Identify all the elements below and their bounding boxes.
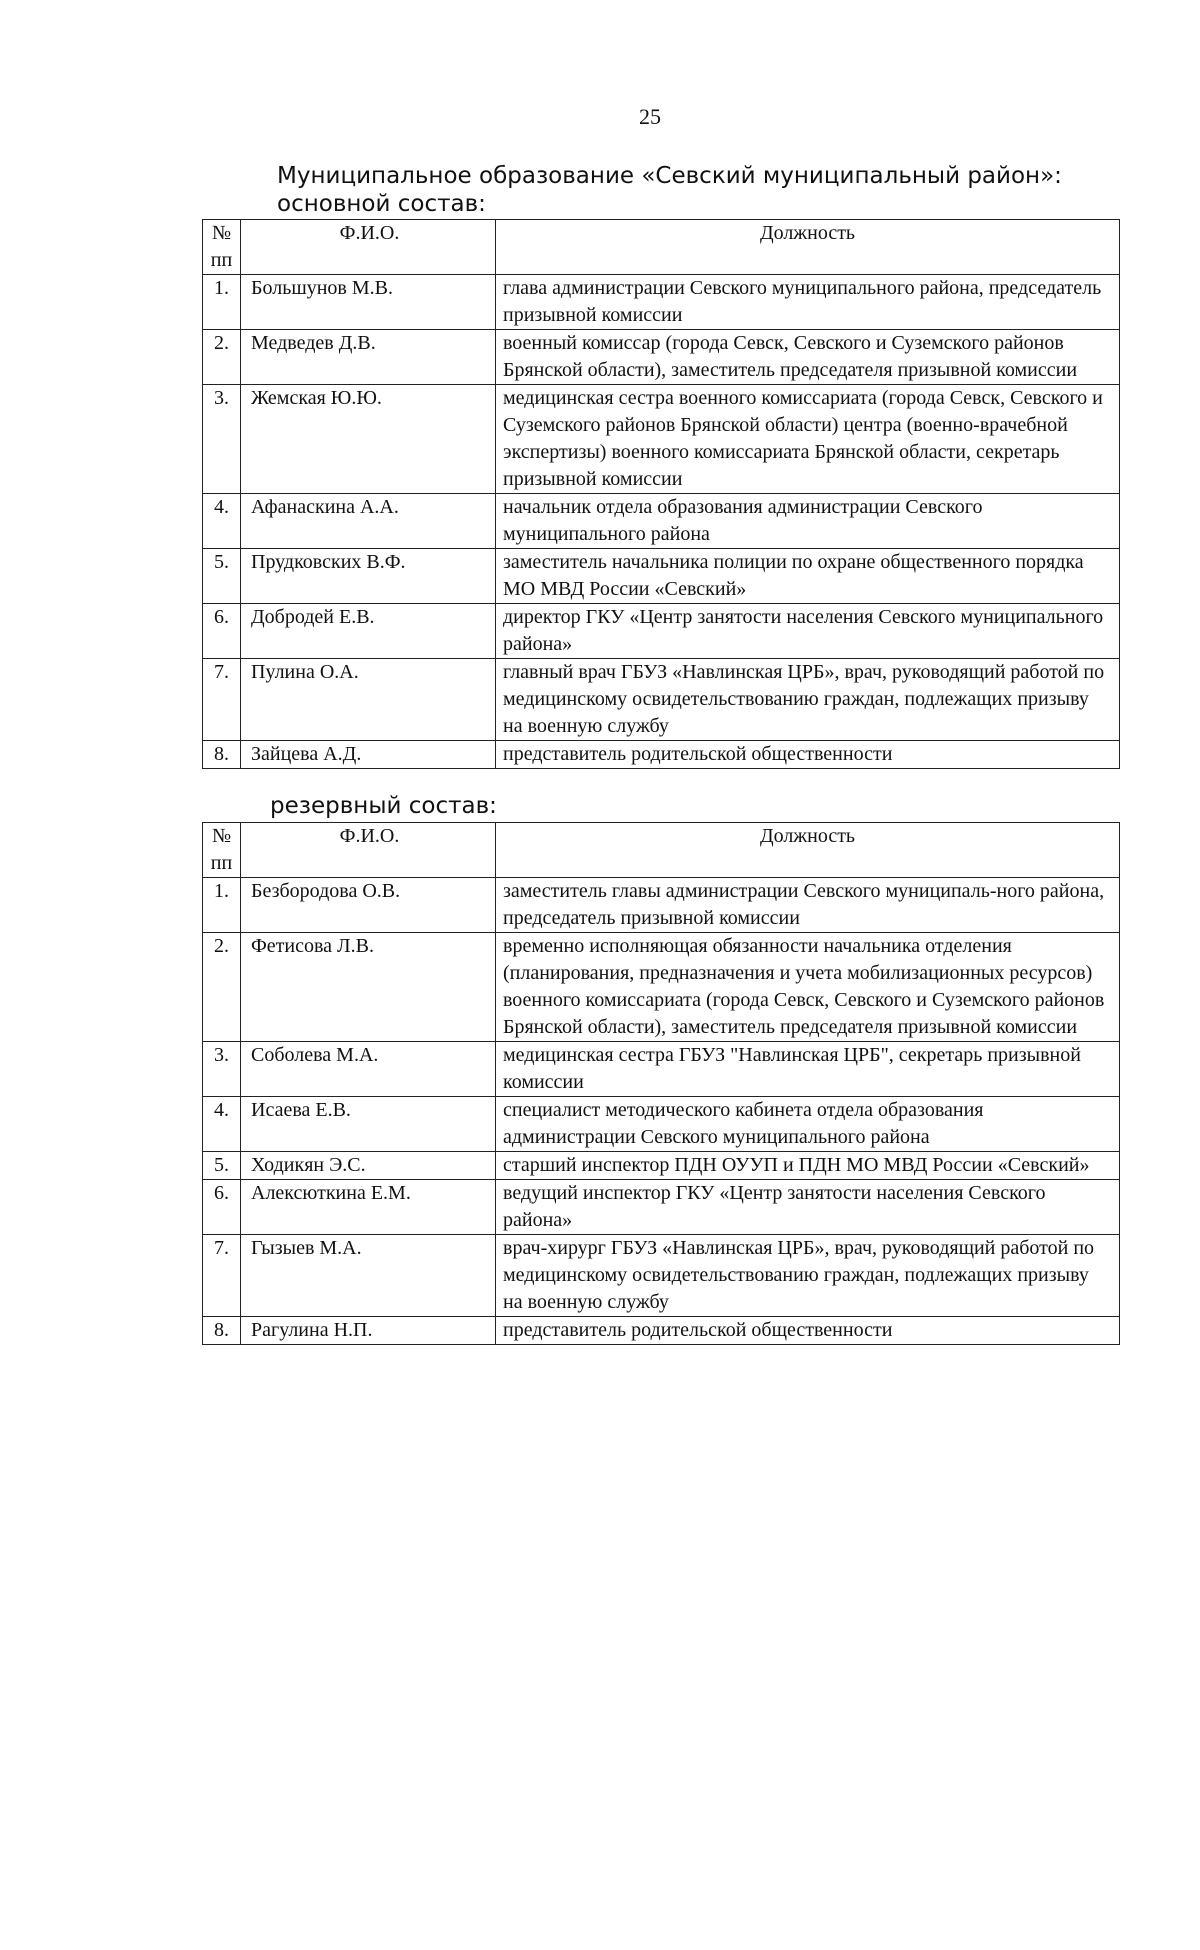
member-position: военный комиссар (города Севск, Севского и Суземского районов Брянской области), заместитель председателя призывной комиссии [496, 330, 1120, 385]
table-row [203, 1042, 1120, 1097]
row-number: 4. [203, 494, 241, 549]
header-num [203, 823, 241, 878]
member-position: медицинская сестра военного комиссариата (города Севск, Севского и Суземского районов Брянской области) центра (военно-врачебной экспертизы) военного комиссариата Брянской области, секретарь призывной комиссии [496, 385, 1120, 494]
header-num-label: № [211, 222, 232, 244]
row-number: 5. [203, 549, 241, 604]
table-row [203, 604, 1120, 659]
member-name: Ходикян Э.С. [241, 1152, 496, 1180]
header-num-label: № [211, 825, 232, 847]
table-row [203, 1097, 1120, 1152]
document-title: Муниципальное образование «Севский муниципальный район»: [277, 163, 1062, 189]
member-name: Соболева М.А. [241, 1042, 496, 1097]
member-name: Пулина О.А. [241, 659, 496, 741]
row-number: 2. [203, 933, 241, 1042]
table-row [203, 1317, 1120, 1345]
row-number: 8. [203, 1317, 241, 1345]
row-number: 3. [203, 385, 241, 494]
row-number: 7. [203, 1235, 241, 1317]
member-name: Алексюткина Е.М. [241, 1180, 496, 1235]
member-name: Зайцева А.Д. [241, 741, 496, 769]
table-row [203, 741, 1120, 769]
header-position: Должность [496, 823, 1120, 878]
main-composition-heading: основной состав: [277, 191, 486, 217]
member-name: Афанаскина А.А. [241, 494, 496, 549]
member-position: директор ГКУ «Центр занятости населения Севского муниципального района» [496, 604, 1120, 659]
table-header-row [203, 823, 1120, 878]
member-name: Исаева Е.В. [241, 1097, 496, 1152]
member-position: заместитель начальника полиции по охране общественного порядка МО МВД России «Севский» [496, 549, 1120, 604]
row-number: 4. [203, 1097, 241, 1152]
header-name: Ф.И.О. [241, 220, 496, 275]
table-row [203, 549, 1120, 604]
row-number: 7. [203, 659, 241, 741]
row-number: 8. [203, 741, 241, 769]
member-name: Гызыев М.А. [241, 1235, 496, 1317]
row-number: 5. [203, 1152, 241, 1180]
row-number: 1. [203, 878, 241, 933]
table-row [203, 878, 1120, 933]
row-number: 3. [203, 1042, 241, 1097]
row-number: 2. [203, 330, 241, 385]
member-position: старший инспектор ПДН ОУУП и ПДН МО МВД России «Севский» [496, 1152, 1120, 1180]
table-row [203, 494, 1120, 549]
member-position: заместитель главы администрации Севского муниципаль-ного района, председатель призывной комиссии [496, 878, 1120, 933]
main-composition-table [202, 219, 1120, 769]
member-position: главный врач ГБУЗ «Навлинская ЦРБ», врач, руководящий работой по медицинскому освидетельствованию граждан, подлежащих призыву на военную службу [496, 659, 1120, 741]
table-row [203, 933, 1120, 1042]
member-position: медицинская сестра ГБУЗ "Навлинская ЦРБ", секретарь призывной комиссии [496, 1042, 1120, 1097]
member-name: Безбородова О.В. [241, 878, 496, 933]
table-row [203, 330, 1120, 385]
member-name: Фетисова Л.В. [241, 933, 496, 1042]
member-position: врач-хирург ГБУЗ «Навлинская ЦРБ», врач, руководящий работой по медицинскому освидетельствованию граждан, подлежащих призыву на военную службу [496, 1235, 1120, 1317]
member-position: глава администрации Севского муниципального района, председатель призывной комиссии [496, 275, 1120, 330]
member-name: Рагулина Н.П. [241, 1317, 496, 1345]
table-row [203, 659, 1120, 741]
member-name: Жемская Ю.Ю. [241, 385, 496, 494]
table-row [203, 385, 1120, 494]
table-row [203, 1235, 1120, 1317]
row-number: 6. [203, 1180, 241, 1235]
table-row [203, 1152, 1120, 1180]
table-row [203, 1180, 1120, 1235]
row-number: 6. [203, 604, 241, 659]
member-position: ведущий инспектор ГКУ «Центр занятости населения Севского района» [496, 1180, 1120, 1235]
member-name: Добродей Е.В. [241, 604, 496, 659]
member-name: Медведев Д.В. [241, 330, 496, 385]
member-position: представитель родительской общественности [496, 1317, 1120, 1345]
table-header-row [203, 220, 1120, 275]
member-name: Большунов М.В. [241, 275, 496, 330]
reserve-composition-heading: резервный состав: [270, 793, 497, 819]
member-position: представитель родительской общественности [496, 741, 1120, 769]
page-number: 25 [639, 104, 661, 129]
header-num-sub: пп [210, 852, 233, 874]
header-num-sub: пп [210, 249, 233, 271]
table-row [203, 275, 1120, 330]
member-position: специалист методического кабинета отдела образования администрации Севского муниципального района [496, 1097, 1120, 1152]
header-num [203, 220, 241, 275]
row-number: 1. [203, 275, 241, 330]
member-position: временно исполняющая обязанности начальника отделения (планирования, предназначения и учета мобилизационных ресурсов) военного комиссариата (города Севск, Севского и Суземского районов Брянской области), заместитель председателя призывной комиссии [496, 933, 1120, 1042]
header-position: Должность [496, 220, 1120, 275]
member-name: Прудковских В.Ф. [241, 549, 496, 604]
member-position: начальник отдела образования администрации Севского муниципального района [496, 494, 1120, 549]
header-name: Ф.И.О. [241, 823, 496, 878]
reserve-composition-table [202, 822, 1120, 1345]
